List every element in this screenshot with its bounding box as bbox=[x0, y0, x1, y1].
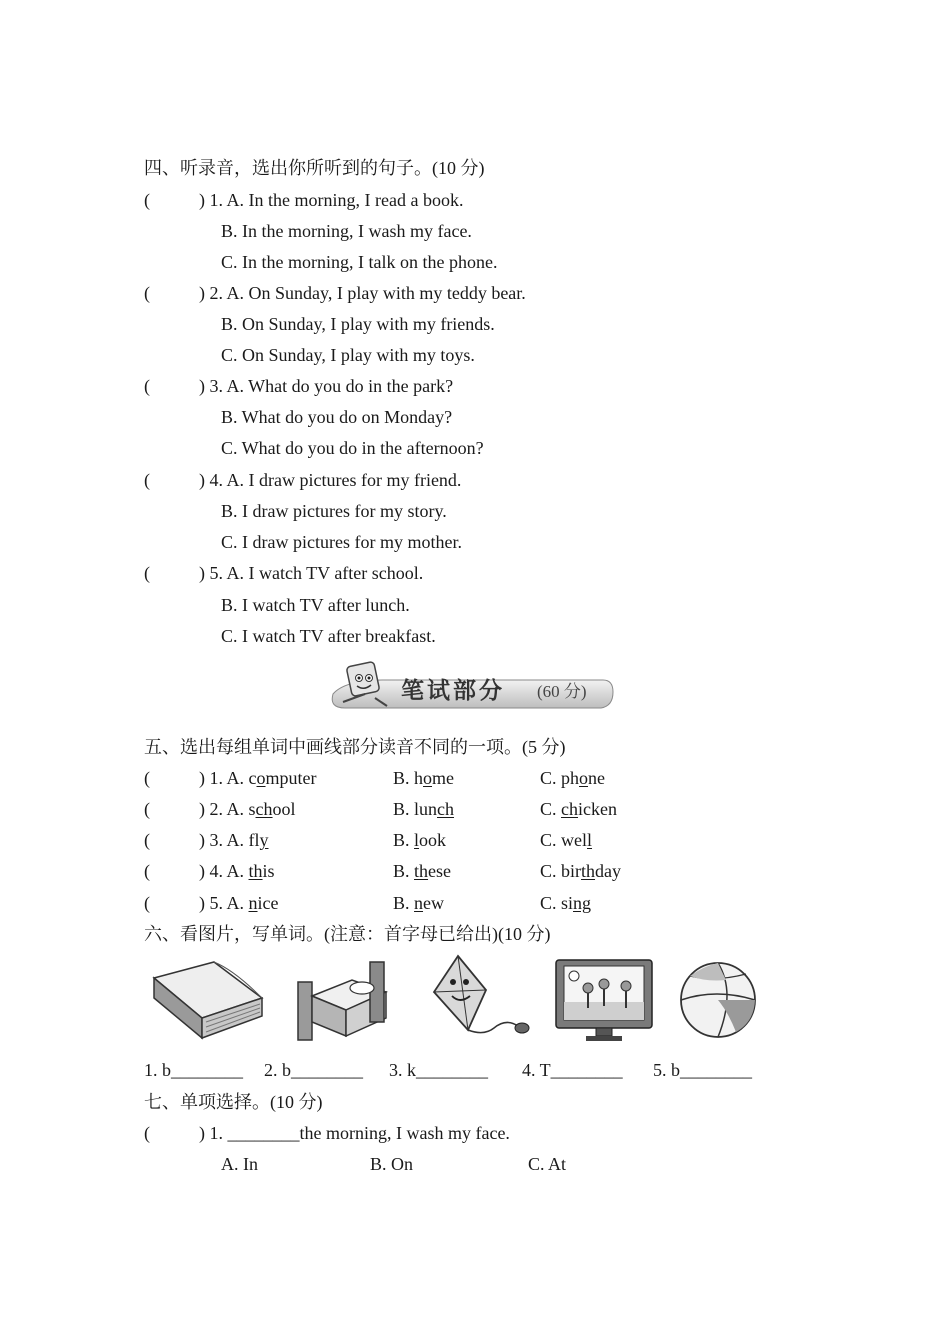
option-c: C. What do you do in the afternoon? bbox=[221, 438, 484, 458]
option-b: B. What do you do on Monday? bbox=[221, 407, 453, 427]
tv-icon bbox=[552, 952, 656, 1044]
question-4-3: ( ) 3. A. What do you do in the park? bbox=[144, 376, 454, 396]
section7-heading: 七、单项选择。(10 分) bbox=[144, 1092, 323, 1112]
option-c: C. In the morning, I talk on the phone. bbox=[221, 252, 498, 272]
question-4-2: ( ) 2. A. On Sunday, I play with my teddy bear. bbox=[144, 283, 526, 303]
option-c: C. On Sunday, I play with my toys. bbox=[221, 345, 475, 365]
option-c[interactable]: C. At bbox=[528, 1154, 567, 1174]
question-5-1: ( ) 1. A. computer B. home C. phone bbox=[144, 768, 606, 788]
section5-heading: 五、选出每组单词中画线部分读音不同的一项。(5 分) bbox=[144, 737, 566, 757]
question-5-5: ( ) 5. A. nice B. new C. sing bbox=[144, 893, 592, 913]
section6-heading: 六、看图片，写单词。(注意：首字母已给出)(10 分) bbox=[144, 924, 551, 944]
kite-picture bbox=[428, 952, 538, 1044]
book-picture bbox=[144, 952, 264, 1044]
question-4-5: ( ) 5. A. I watch TV after school. bbox=[144, 563, 424, 583]
option-c: C. I watch TV after breakfast. bbox=[221, 626, 436, 646]
question-4-1: ( ) 1. A. In the morning, I read a book. bbox=[144, 190, 464, 210]
option-c: C. I draw pictures for my mother. bbox=[221, 532, 462, 552]
question-5-2: ( ) 2. A. school B. lunch C. chicken bbox=[144, 799, 617, 819]
kite-icon bbox=[428, 952, 538, 1044]
question-5-3: ( ) 3. A. fly B. look C. well bbox=[144, 830, 593, 850]
banner-score: (60 分) bbox=[537, 682, 587, 701]
blank-2[interactable]: 2. b________ bbox=[264, 1060, 363, 1080]
bed-picture bbox=[292, 952, 390, 1044]
section4-heading: 四、听录音，选出你所听到的句子。(10 分) bbox=[144, 158, 485, 178]
option-a[interactable]: A. In bbox=[221, 1154, 258, 1174]
blank-3[interactable]: 3. k________ bbox=[389, 1060, 488, 1080]
bed-icon bbox=[292, 952, 390, 1044]
blank-5[interactable]: 5. b________ bbox=[653, 1060, 752, 1080]
question-7-1-options bbox=[221, 1153, 621, 1175]
ball-icon bbox=[676, 952, 760, 1044]
blank-1[interactable]: 1. b________ bbox=[144, 1060, 243, 1080]
ball-picture bbox=[676, 952, 760, 1044]
option-b: B. On Sunday, I play with my friends. bbox=[221, 314, 495, 334]
written-part-banner bbox=[325, 658, 615, 714]
option-b: B. I draw pictures for my story. bbox=[221, 501, 447, 521]
blank-4[interactable]: 4. T________ bbox=[522, 1060, 623, 1080]
tv-picture bbox=[552, 952, 656, 1044]
banner-title: 笔试部分 bbox=[401, 678, 505, 704]
question-4-4: ( ) 4. A. I draw pictures for my friend. bbox=[144, 470, 462, 490]
option-b: B. I watch TV after lunch. bbox=[221, 595, 410, 615]
question-7-1: ( ) 1. ________the morning, I wash my face. bbox=[144, 1123, 510, 1143]
option-b: B. In the morning, I wash my face. bbox=[221, 221, 472, 241]
question-5-4: ( ) 4. A. this B. these C. birthday bbox=[144, 861, 622, 881]
option-b[interactable]: B. On bbox=[370, 1154, 414, 1174]
book-icon bbox=[144, 952, 264, 1044]
